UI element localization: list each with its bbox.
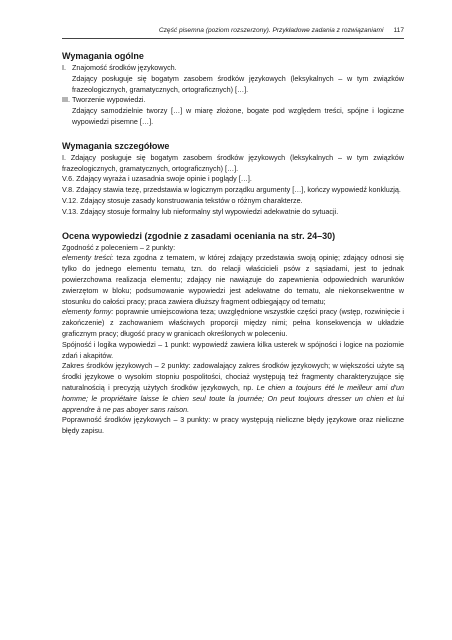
- section-title-assessment: Ocena wypowiedzi (zgodnie z zasadami oceniania na str. 24–30): [62, 230, 336, 241]
- requirement-line: V.6. Zdający wyraża i uzasadnia swoje opinie i poglądy […].: [62, 174, 252, 184]
- form-elements-label: elementy formy:: [62, 307, 114, 317]
- section-title-detailed-requirements: Wymagania szczegółowe: [62, 140, 170, 151]
- list-item-description: Zdający samodzielnie tworzy […] w miarę złożone, bogate pod względem treści, spójne i logiczne wypowiedzi pisemne […].: [72, 106, 404, 126]
- assessment-intro: Zgodność z poleceniem – 2 punkty:: [62, 242, 176, 252]
- page-content: [62, 50, 404, 437]
- requirement-line: V.8. Zdający stawia tezę, przedstawia w logicznym porządku argumenty […], kończy wypowiedź konkluzją.: [62, 185, 401, 195]
- running-header: [62, 24, 404, 36]
- requirement-line: V.13. Zdający stosuje formalny lub nieformalny styl wypowiedzi adekwatnie do sytuacji.: [62, 206, 339, 216]
- running-title: Część pisemna (poziom rozszerzony). Przykładowe zadania z rozwiązaniami: [158, 26, 384, 34]
- form-elements-paragraph: elementy formy: poprawnie umiejscowiona teza; uwzględnione wszystkie części pracy (wstęp, rozwinięcie i zakończenie) z zachowaniem właściwych proporcji między nimi; pełna konsekwencja w układzie graficznym pracy; długość pracy w granicach określonych w poleceniu.: [62, 307, 404, 338]
- content-elements-label: elementy treści:: [62, 253, 114, 263]
- list-item: I. Znajomość środków językowych.: [62, 63, 177, 72]
- list-item-description: Zdający posługuje się bogatym zasobem środków językowych (leksykalnych – w tym związków frazeologicznych, gramatycznych, ortograficznych) […].: [72, 73, 404, 94]
- header-divider: [62, 38, 404, 39]
- coherence-paragraph: Spójność i logika wypowiedzi – 1 punkt: wypowiedź zawiera kilka usterek w spójności i logice na poziomie zdań i akapitów.: [62, 339, 404, 360]
- language-accuracy-paragraph: Poprawność środków językowych – 3 punkty: w pracy występują nieliczne błędy językowe oraz nieliczne błędy zapisu.: [62, 415, 404, 436]
- page-number: 117: [393, 26, 404, 34]
- list-item: III. Tworzenie wypowiedzi.: [62, 95, 146, 105]
- example-quote: Le chien a toujours été le meilleur ami d'un homme; le propriétaire laisse le chien seul toute la journée; On peut toujours dresser un chien et lui apprendre à ne pas aboyer sans raison.: [62, 382, 404, 414]
- language-range-paragraph: Zakres środków językowych – 2 punkty: zadowalający zakres środków językowych; w większości użyte są środki językowe o wysokim stopniu pospolitości, chociaż występują też fragmenty charakteryzujące się naturalnością i precyzją użytych środków językowych, np. Le chien a toujours été le meilleur ami d'un homme; le propriétaire laisse le chien seul toute la journée; On peut toujours dresser un chien et lui apprendre à ne pas aboyer sans raison.: [62, 361, 404, 414]
- content-elements-paragraph: elementy treści: teza zgodna z tematem, w której zdający przedstawia swoją opinię; zdający odnosi się tylko do jednego elementu tematu, tzn. do relacji właścicieli psów z sąsiadami, jest to jednak powierzchowna realizacja elementu; zdający nie nawiązuje do zapewnienia odpowiednich warunków zwierzętom w bloku; podsumowanie wypowiedzi jest adekwatne do tematu, ale niekonsekwentne w stosunku do całości pracy; praca zawiera dłuższy fragment odbiegający od tematu;: [62, 253, 404, 306]
- section-title-general-requirements: Wymagania ogólne: [62, 51, 144, 61]
- requirement-line: I. Zdający posługuje się bogatym zasobem środków językowych (leksykalnych – w tym związków frazeologicznych, gramatycznych, ortograficznych) […].: [62, 152, 404, 173]
- requirement-line: V.12. Zdający stosuje zasady konstruowania tekstów o różnym charakterze.: [62, 195, 303, 205]
